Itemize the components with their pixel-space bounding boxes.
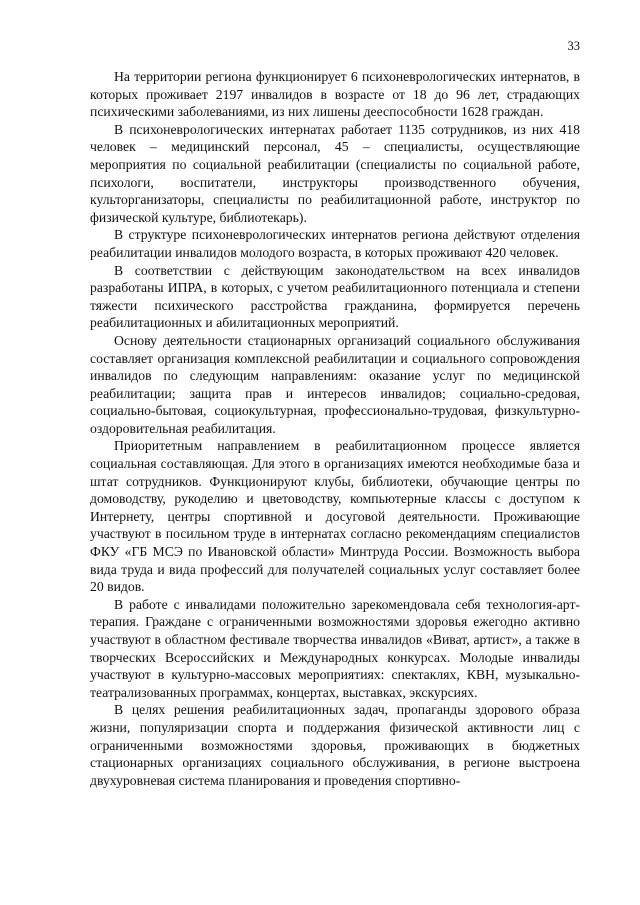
document-body — [90, 68, 580, 789]
paragraph-6: Приоритетным направлением в реабилитационном процессе является социальная составляющая. Для этого в организациях имеются необходимые база и штат сотрудников. Функционируют клубы, библиотеки, обучающие центры по домоводству, рукоделию и цветоводству, компьютерные классы с доступом к Интернету, центры спортивной и досуговой деятельности. Проживающие участвуют в посильном труде в интернатах согласно рекомендациям специалистов ФКУ «ГБ МСЭ по Ивановской области» Минтруда России. Возможность выбора вида труда и вида профессий для получателей социальных услуг составляет более 20 видов. — [90, 438, 580, 595]
page-number: 33 — [567, 39, 580, 53]
paragraph-5: Основу деятельности стационарных организаций социального обслуживания составляет организация комплексной реабилитации и социального сопровождения инвалидов по следующим направлениям: оказание услуг по медицинской реабилитации; защита прав и интересов инвалидов; социально-средовая, социально-бытовая, социокультурная, профессионально-трудовая, физкультурно-оздоровительная реабилитация. — [90, 332, 580, 436]
paragraph-4: В соответствии с действующим законодательством на всех инвалидов разработаны ИПРА, в которых, с учетом реабилитационного потенциала и степени тяжести психического расстройства гражданина, формируется перечень реабилитационных и абилитационных мероприятий. — [90, 262, 580, 331]
paragraph-1: На территории региона функционирует 6 психоневрологических интернатов, в которых проживает 2197 инвалидов в возрасте от 18 до 96 лет, страдающих психическими заболеваниями, из них лишены дееспособности 1628 граждан. — [90, 69, 580, 120]
paragraph-2: В психоневрологических интернатах работает 1135 сотрудников, из них 418 человек – медицинский персонал, 45 – специалисты, осуществляющие мероприятия по социальной реабилитации (специалисты по социальной работе, психологи, воспитатели, инструкторы производственного обучения, культорганизаторы, специалисты по реабилитационной работе, инструктор по физической культуре, библиотекарь). — [90, 121, 580, 225]
paragraph-8: В целях решения реабилитационных задач, пропаганды здорового образа жизни, популяризации спорта и поддержания физической активности лиц с ограниченными возможностями здоровья, проживающих в бюджетных стационарных организациях социального обслуживания, в регионе выстроена двухуровневая система планирования и проведения спортивно- — [90, 702, 580, 788]
paragraph-7: В работе с инвалидами положительно зарекомендовала себя технология-арт-терапия. Граждане с ограниченными возможностями здоровья ежегодно активно участвуют в областном фестивале творчества инвалидов «Виват, артист», а также в творческих Всероссийских и Международных конкурсах. Молодые инвалиды участвуют в культурно-массовых мероприятиях: спектаклях, КВН, музыкально-театрализованных программах, концертах, выставках, экскурсиях. — [90, 596, 580, 700]
paragraph-3: В структуре психоневрологических интернатов региона действуют отделения реабилитации инвалидов молодого возраста, в которых проживают 420 человек. — [90, 227, 580, 260]
